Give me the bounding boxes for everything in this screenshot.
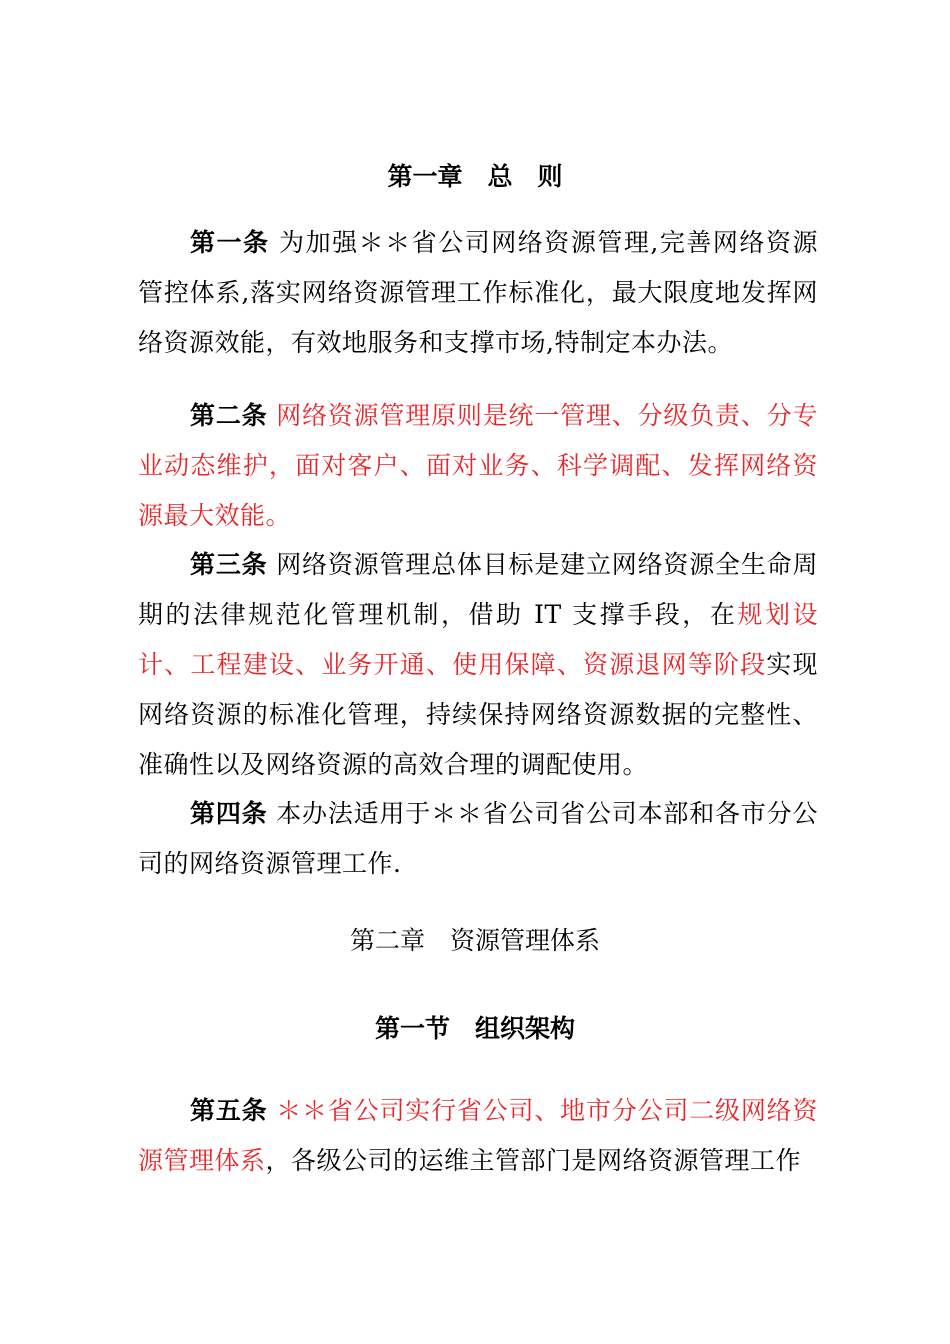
article-1-text: 为加强＊＊省公司网络资源管理,完善网络资源管控体系,落实网络资源管理工作标准化，最大限度地发挥网络资源效能，有效地服务和支撑市场,特制定本办法。 — [138, 228, 818, 357]
article-5-text-after: ，各级公司的运维主管部门是网络资源管理工作 — [265, 1146, 802, 1175]
article-2-text: 网络资源管理原则是统一管理、分级负责、分专业动态维护，面对客户、面对业务、科学调配、发挥网络资源最大效能。 — [138, 401, 818, 530]
article-1 — [138, 218, 818, 368]
article-3-text-after: 实现网络资源的标准化管理，持续保持网络资源数据的完整性、准确性以及网络资源的高效合理的调配使用。 — [138, 650, 818, 779]
article-1-label: 第一条 — [190, 228, 270, 257]
section-1-title: 第一节 组织架构 — [374, 1014, 575, 1043]
article-4-label: 第四条 — [190, 799, 268, 828]
article-5-text-highlight: ＊＊省公司实行省公司、地市分公司二级网络资源管理体系 — [138, 1096, 818, 1175]
article-4 — [138, 789, 818, 889]
article-3 — [138, 540, 818, 790]
article-2-label: 第二条 — [190, 401, 268, 430]
article-3-text-before: 网络资源管理总体目标是建立网络资源全生命周期的法律规范化管理机制，借助 IT 支撑手段，在 — [138, 550, 818, 629]
chapter-2-title: 第二章 资源管理体系 — [349, 926, 600, 955]
article-4-text: 本办法适用于＊＊省公司省公司本部和各市分公司的网络资源管理工作. — [138, 799, 818, 878]
article-2 — [138, 391, 818, 541]
article-3-text-highlight: 规划设计、工程建设、业务开通、使用保障、资源退网等阶段 — [138, 600, 818, 679]
article-5 — [138, 1086, 818, 1186]
article-3-label: 第三条 — [190, 550, 268, 579]
chapter-1-title: 第一章 总 则 — [387, 162, 563, 191]
article-5-label: 第五条 — [190, 1096, 268, 1125]
